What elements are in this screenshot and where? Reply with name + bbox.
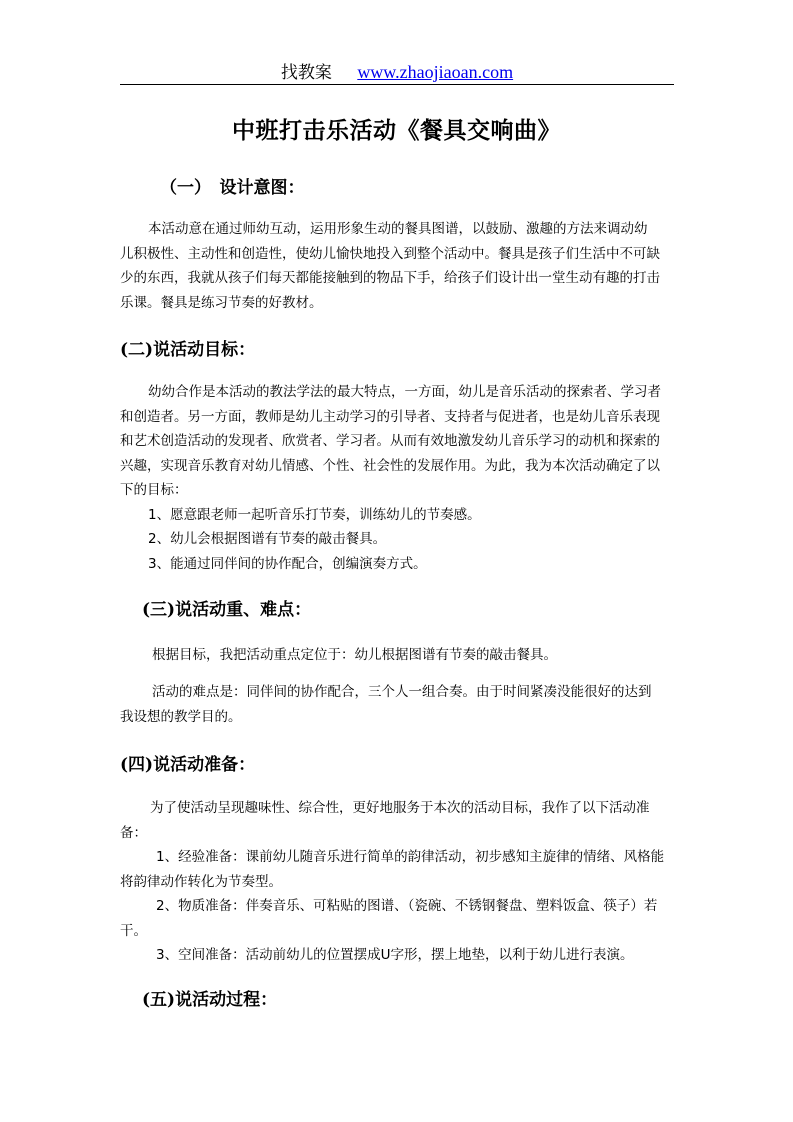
page-header xyxy=(120,58,674,85)
text-line: 下的目标： xyxy=(120,482,188,498)
paragraph-preparation xyxy=(120,796,674,968)
text-line: 2、物质准备：伴奏音乐、可粘贴的图谱、（瓷碗、不锈钢餐盘、塑料饭盒、筷子）若 xyxy=(156,898,658,914)
text-line: 和艺术创造活动的发现者、欣赏者、学习者。从而有效地激发幼儿音乐学习的动机和探索的 xyxy=(120,433,660,449)
paragraph-difficulty xyxy=(120,680,674,729)
text-line: 1、经验准备：课前幼儿随音乐进行简单的韵律活动，初步感知主旋律的情绪、风格能 xyxy=(156,849,665,865)
section-heading-key-points: (三)说活动重、难点： xyxy=(142,600,312,620)
text-line: 幼幼合作是本活动的教法学法的最大特点，一方面，幼儿是音乐活动的探索者、学习者 xyxy=(148,384,661,400)
section-heading-goals: (二)说活动目标： xyxy=(120,340,256,360)
site-name: 找教案 xyxy=(280,63,332,83)
text-line: 乐课。餐具是练习节奏的好教材。 xyxy=(120,294,323,311)
text-line: 为了使活动呈现趣味性、综合性，更好地服务于本次的活动目标，我作了以下活动准 xyxy=(150,800,650,816)
goal-item: 2、幼儿会根据图谱有节奏的敲击餐具。 xyxy=(148,531,387,547)
text-line: 本活动意在通过师幼互动，运用形象生动的餐具图谱，以鼓励、激趣的方法来调动幼 xyxy=(148,221,648,237)
text-line: 儿积极性、主动性和创造性，使幼儿愉快地投入到整个活动中。餐具是孩子们生活中不可缺 xyxy=(120,245,660,262)
text-line: 干。 xyxy=(120,922,147,939)
text-line: 我设想的教学目的。 xyxy=(120,708,242,725)
paragraph-design-intent xyxy=(120,217,674,315)
paragraph-key-point xyxy=(120,643,674,668)
section-heading-process: (五)说活动过程： xyxy=(142,990,278,1010)
site-url-link[interactable]: www.zhaojiaoan.com xyxy=(357,62,514,82)
goal-item: 3、能通过同伴间的协作配合，创编演奏方式。 xyxy=(148,555,427,572)
text-line: 备： xyxy=(120,824,147,841)
section-heading-design-intent: （一） 设计意图： xyxy=(160,178,305,198)
text-line: 将韵律动作转化为节奏型。 xyxy=(120,873,282,890)
text-line: 和创造者。另一方面，教师是幼儿主动学习的引导者、支持者与促进者，也是幼儿音乐表现 xyxy=(120,408,660,425)
goal-item: 1、愿意跟老师一起听音乐打节奏，训练幼儿的节奏感。 xyxy=(148,506,481,523)
document-title: 中班打击乐活动《餐具交响曲》 xyxy=(232,117,561,144)
text-line: 兴趣，实现音乐教育对幼儿情感、个性、社会性的发展作用。为此，我为本次活动确定了以 xyxy=(120,457,660,474)
paragraph-goals xyxy=(120,380,674,576)
text-line: 根据目标，我把活动重点定位于：幼儿根据图谱有节奏的敲击餐具。 xyxy=(152,647,557,663)
text-line: 活动的难点是：同伴间的协作配合，三个人一组合奏。由于时间紧凑没能很好的达到 xyxy=(152,684,652,700)
section-heading-preparation: (四)说活动准备： xyxy=(120,755,256,775)
text-line: 3、空间准备：活动前幼儿的位置摆成U字形，摆上地垫，以利于幼儿进行表演。 xyxy=(156,947,634,963)
text-line: 少的东西，我就从孩子们每天都能接触到的物品下手，给孩子们设计出一堂生动有趣的打击 xyxy=(120,270,660,286)
